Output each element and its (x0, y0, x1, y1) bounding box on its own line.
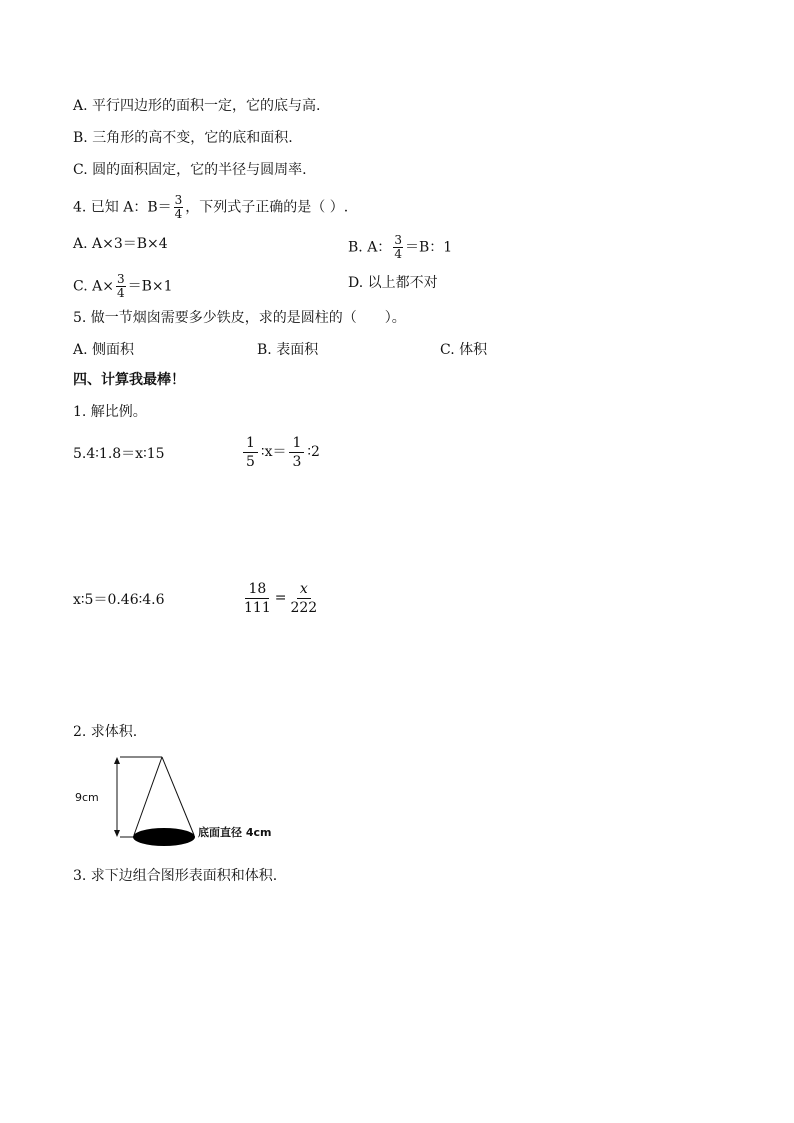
equation-2-middle: ∶x＝ (260, 444, 287, 460)
subquestion-3: 3. 求下边组合图形表面积和体积. (73, 868, 278, 884)
cone-base (133, 828, 195, 846)
q3-option-c: C. 圆的面积固定，它的半径与圆周率. (73, 162, 307, 178)
base-diameter-label: 底面直径 4cm (198, 826, 272, 839)
cone-side-right (162, 757, 194, 835)
q4-option-c-fraction (116, 273, 126, 300)
equation-4 (240, 576, 321, 620)
cone-figure (70, 750, 310, 850)
q4-stem-prefix: 4. 已知 A：B＝ (73, 199, 172, 216)
q4-option-c-suffix: ＝B×1 (127, 278, 173, 295)
arrow-up (114, 757, 120, 764)
fraction-numerator: 18 (245, 580, 269, 599)
fraction-denominator: 4 (394, 247, 402, 261)
subquestion-1: 1. 解比例。 (73, 404, 147, 420)
q5-option-c: C. 体积 (440, 342, 488, 358)
arrow-down (114, 830, 120, 837)
fraction-denominator: 3 (292, 453, 302, 470)
equation-4-fraction-1 (243, 580, 272, 617)
q4-stem (73, 194, 348, 221)
equation-2-fraction-2 (289, 434, 304, 471)
equation-1: 5.4∶1.8＝x∶15 (73, 446, 165, 462)
equation-2-fraction-1 (243, 434, 258, 471)
equation-4-fraction-2 (289, 580, 318, 617)
q4-stem-suffix: ，下列式子正确的是（ ）. (185, 199, 349, 216)
fraction-denominator: 5 (246, 453, 255, 470)
equation-2-end: ∶2 (307, 444, 320, 460)
q5-option-b: B. 表面积 (257, 342, 319, 358)
fraction-numerator: 3 (394, 233, 402, 247)
fraction-denominator: 4 (116, 286, 125, 300)
fraction-denominator: 4 (174, 207, 183, 221)
q4-option-b-fraction (393, 234, 403, 261)
equation-3: x∶5＝0.46∶4.6 (73, 592, 165, 608)
q5-option-a: A. 侧面积 (73, 342, 135, 358)
equation-2 (240, 430, 320, 474)
q5-stem: 5. 做一节烟囱需要多少铁皮，求的是圆柱的（ ）。 (73, 310, 406, 326)
q4-option-c-prefix: C. A× (73, 278, 114, 295)
q4-option-a: A. A×3＝B×4 (73, 236, 168, 252)
fraction-numerator: 3 (116, 272, 125, 286)
fraction-numerator: x (297, 580, 311, 599)
fraction-denominator: 222 (290, 599, 318, 616)
q4-option-b-prefix: B. A： (348, 239, 392, 256)
height-label: 9cm (75, 791, 99, 804)
q3-option-a: A. 平行四边形的面积一定，它的底与高. (73, 98, 321, 114)
q3-option-b: B. 三角形的高不变，它的底和面积. (73, 130, 293, 146)
q4-option-c (73, 273, 173, 300)
fraction-numerator: 1 (289, 434, 304, 453)
section-title: 四、计算我最棒！ (73, 372, 185, 388)
fraction-numerator: 1 (243, 434, 258, 453)
q4-option-b-suffix: ＝B：1 (404, 239, 453, 256)
q4-stem-fraction (174, 194, 184, 221)
subquestion-2: 2. 求体积. (73, 724, 138, 740)
fraction-denominator: 111 (244, 599, 271, 616)
q4-option-d: D. 以上都不对 (348, 275, 438, 291)
fraction-numerator: 3 (174, 193, 183, 207)
q4-option-b (348, 234, 452, 261)
equation-4-equals: = (274, 590, 287, 606)
cone-side-left (134, 757, 162, 835)
